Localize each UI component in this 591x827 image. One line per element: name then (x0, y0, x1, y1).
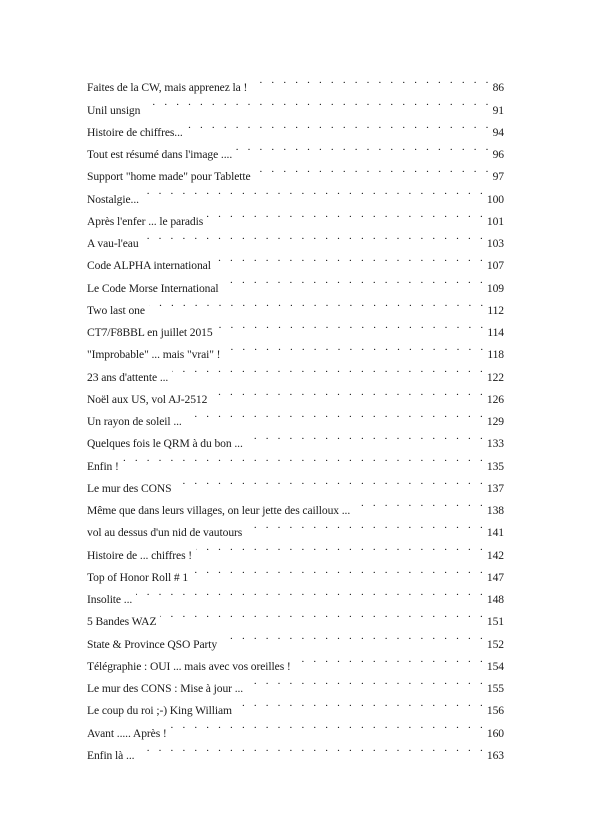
toc-entry-page-number: 112 (487, 303, 504, 317)
toc-entry-title: Même que dans leurs villages, on leur jette des cailloux ... (87, 504, 351, 517)
toc-dot-leader (207, 203, 486, 225)
toc-entry[interactable] (87, 91, 504, 117)
toc-entry-page-number: 118 (487, 348, 504, 362)
toc-entry-page-number: 141 (486, 526, 504, 540)
toc-dot-leader (236, 692, 486, 714)
toc-entry-page-number: 148 (486, 593, 504, 606)
toc-entry-page-number: 96 (492, 148, 504, 161)
toc-dot-leader (211, 381, 486, 403)
toc-entry[interactable] (87, 737, 504, 762)
toc-dot-leader (192, 559, 486, 581)
toc-entry-page-number: 97 (492, 170, 504, 184)
toc-dot-leader (175, 470, 485, 492)
toc-entry-page-number: 100 (486, 192, 504, 206)
toc-dot-leader (196, 536, 486, 558)
toc-entry-title: Unil unsign (87, 103, 141, 117)
toc-entry-page-number: 133 (486, 437, 504, 451)
toc-entry-title: Tout est résumé dans l'image .... (87, 148, 233, 161)
toc-dot-leader (251, 69, 491, 91)
toc-dot-leader (149, 292, 486, 314)
toc-entry-page-number: 94 (492, 125, 504, 139)
toc-entry-title: Two last one (87, 303, 145, 317)
toc-entry[interactable] (87, 314, 504, 339)
toc-entry-title: Quelques fois le QRM à du bon ... (87, 437, 243, 451)
toc-entry-page-number: 138 (486, 504, 504, 517)
toc-entry-title: Insolite ... (87, 593, 133, 606)
toc-entry-page-number: 126 (486, 392, 504, 406)
toc-entry-title: Le mur des CONS (87, 481, 172, 495)
toc-dot-leader (138, 737, 485, 759)
toc-entry-title: "Improbable" ... mais "vrai" ! (87, 348, 221, 362)
toc-entry-title: A vau-l'eau (87, 237, 139, 250)
toc-dot-leader (171, 714, 486, 736)
toc-entry[interactable] (87, 180, 504, 206)
toc-dot-leader (295, 648, 486, 670)
toc-entry[interactable] (87, 203, 504, 228)
toc-entry-title: Le Code Morse International (87, 281, 219, 295)
toc-dot-leader (215, 247, 486, 269)
toc-entry-page-number: 114 (487, 326, 504, 339)
toc-entry-title: Noël aux US, vol AJ-2512 (87, 392, 208, 406)
toc-entry-title: Un rayon de soleil ... (87, 415, 182, 428)
toc-entry[interactable] (87, 470, 504, 495)
toc-dot-leader (144, 91, 491, 113)
toc-entry[interactable] (87, 114, 504, 139)
toc-dot-leader (221, 625, 486, 647)
toc-entry-page-number: 155 (486, 682, 504, 695)
toc-entry-page-number: 107 (486, 259, 504, 273)
toc-entry-title: Avant ..... Après ! (87, 726, 167, 740)
toc-entry-title: Enfin ! (87, 459, 119, 473)
toc-entry-title: 23 ans d'attente ... (87, 370, 169, 384)
toc-dot-leader (246, 514, 486, 536)
toc-entry-title: Code ALPHA international (87, 259, 211, 273)
toc-entry[interactable] (87, 581, 504, 606)
toc-entry-title: Enfin là ... (87, 748, 135, 762)
toc-entry-page-number: 156 (486, 704, 504, 718)
toc-dot-leader (224, 336, 486, 358)
toc-dot-leader (123, 447, 486, 469)
toc-entry-page-number: 163 (486, 748, 504, 762)
toc-entry-title: Après l'enfer ... le paradis (87, 214, 204, 228)
toc-dot-leader (172, 358, 486, 380)
toc-dot-leader (136, 581, 486, 603)
toc-entry-page-number: 147 (486, 570, 504, 584)
toc-dot-leader (247, 425, 486, 447)
toc-dot-leader (354, 492, 486, 514)
toc-dot-leader (217, 314, 487, 336)
toc-entry-page-number: 129 (486, 415, 504, 428)
toc-entry-title: CT7/F8BBL en juillet 2015 (87, 326, 213, 339)
toc-entry-title: Télégraphie : OUI ... mais avec vos oreilles ! (87, 659, 291, 673)
toc-entry-title: Histoire de chiffres... (87, 125, 183, 139)
toc-entry-page-number: 152 (486, 637, 504, 651)
toc-entry-title: Faites de la CW, mais apprenez la ! (87, 81, 248, 95)
toc-entry-page-number: 151 (486, 615, 504, 629)
toc-entry-page-number: 101 (486, 214, 504, 228)
toc-entry-page-number: 122 (486, 370, 504, 384)
toc-entry-page-number: 109 (486, 281, 504, 295)
toc-entry-page-number: 137 (486, 481, 504, 495)
toc-entry[interactable] (87, 247, 504, 273)
toc-entry-title: Support "home made" pour Tablette (87, 170, 251, 184)
table-of-contents (87, 69, 504, 762)
toc-entry-page-number: 154 (486, 659, 504, 673)
toc-dot-leader (160, 603, 485, 625)
toc-dot-leader (143, 180, 486, 202)
toc-dot-leader (247, 670, 486, 692)
toc-entry[interactable] (87, 292, 504, 317)
toc-entry-title: Histoire de ... chiffres ! (87, 548, 193, 562)
toc-entry[interactable] (87, 69, 504, 95)
toc-entry-title: Le coup du roi ;-) King William (87, 704, 232, 718)
toc-dot-leader (186, 403, 486, 425)
toc-entry-page-number: 91 (492, 103, 504, 117)
toc-entry-title: Nostalgie... (87, 192, 139, 206)
toc-dot-leader (255, 158, 492, 180)
toc-entry[interactable] (87, 603, 504, 629)
toc-entry-title: vol au dessus d'un nid de vautours (87, 526, 243, 540)
toc-entry-title: Top of Honor Roll # 1 (87, 570, 189, 584)
toc-dot-leader (223, 269, 486, 291)
toc-dot-leader (236, 136, 491, 158)
toc-entry-page-number: 135 (486, 459, 504, 473)
toc-entry-title: State & Province QSO Party (87, 637, 218, 651)
toc-dot-leader (143, 225, 486, 247)
toc-entry-page-number: 86 (492, 81, 504, 95)
toc-entry-title: Le mur des CONS : Mise à jour ... (87, 682, 244, 695)
toc-entry[interactable] (87, 447, 504, 473)
toc-entry-page-number: 142 (486, 548, 504, 562)
toc-entry-title: 5 Bandes WAZ (87, 615, 157, 629)
toc-entry-page-number: 160 (486, 726, 504, 740)
toc-entry[interactable] (87, 225, 504, 250)
toc-dot-leader (187, 114, 492, 136)
toc-entry-page-number: 103 (486, 237, 504, 250)
